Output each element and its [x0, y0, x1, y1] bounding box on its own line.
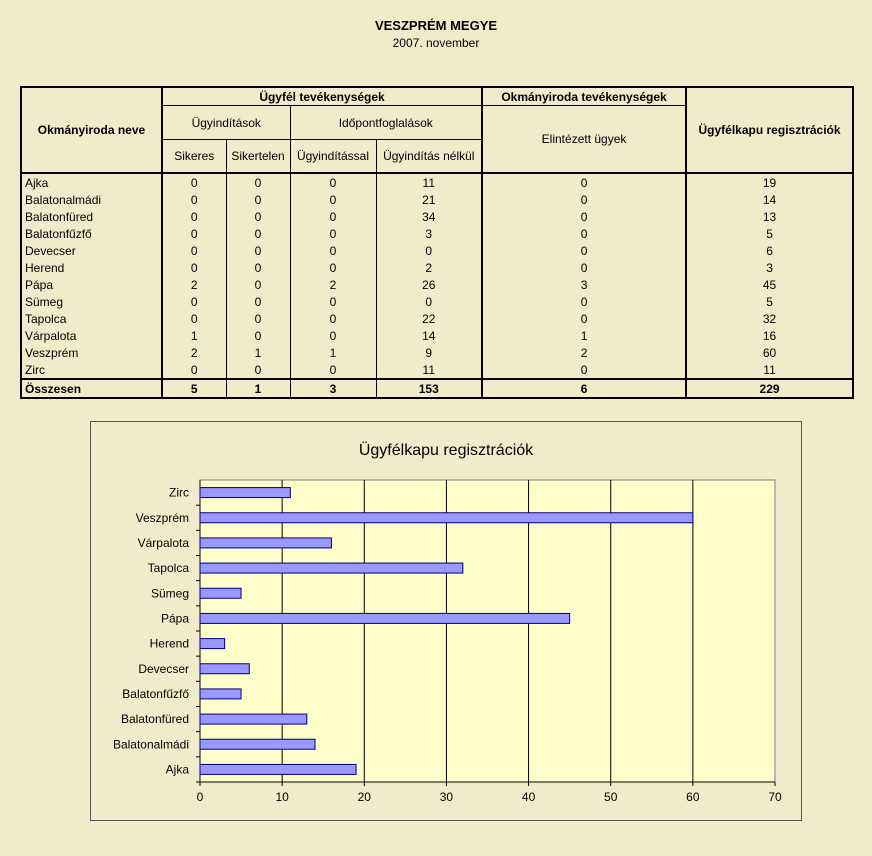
y-tick-label: Balatonfűzfő — [122, 686, 189, 701]
cell-completed: 0 — [482, 208, 686, 225]
cell-completed: 0 — [482, 173, 686, 191]
cell-success: 0 — [162, 293, 226, 310]
cell-fail: 0 — [226, 310, 290, 327]
y-tick-label: Zirc — [169, 485, 189, 500]
cell-with-initiation: 0 — [290, 173, 376, 191]
cell-registrations: 5 — [686, 293, 853, 310]
cell-without-initiation: 11 — [376, 173, 482, 191]
cell-with-initiation: 0 — [290, 310, 376, 327]
bar — [200, 613, 570, 623]
cell-without-initiation: 3 — [376, 225, 482, 242]
bar — [200, 689, 241, 699]
cell-success: 0 — [162, 225, 226, 242]
cell-with-initiation: 1 — [290, 344, 376, 361]
cell-office-name: Tapolca — [21, 310, 162, 327]
cell-completed: 2 — [482, 344, 686, 361]
cell-without-initiation: 9 — [376, 344, 482, 361]
cell-success: 1 — [162, 327, 226, 344]
table-row — [21, 327, 853, 344]
header-without-initiation: Ügyindítás nélkül — [376, 140, 482, 174]
cell-with-initiation: 0 — [290, 361, 376, 379]
cell-success: 0 — [162, 310, 226, 327]
cell-office-name: Sümeg — [21, 293, 162, 310]
cell-fail: 0 — [226, 242, 290, 259]
bar — [200, 714, 307, 724]
header-initiations: Ügyindítások — [162, 106, 290, 140]
cell-fail: 0 — [226, 361, 290, 379]
table-row — [21, 208, 853, 225]
cell-completed: 0 — [482, 259, 686, 276]
cell-completed: 1 — [482, 327, 686, 344]
cell-registrations: 6 — [686, 242, 853, 259]
cell-success: 0 — [162, 173, 226, 191]
cell-office-name: Összesen — [21, 379, 162, 398]
y-tick-label: Veszprém — [135, 510, 189, 525]
cell-registrations: 13 — [686, 208, 853, 225]
cell-without-initiation: 34 — [376, 208, 482, 225]
table-row — [21, 276, 853, 293]
cell-fail: 1 — [226, 379, 290, 398]
y-tick-label: Balatonalmádi — [112, 737, 189, 752]
bar — [200, 639, 225, 649]
cell-completed: 3 — [482, 276, 686, 293]
x-tick-label: 50 — [604, 790, 618, 804]
cell-without-initiation: 21 — [376, 191, 482, 208]
cell-office-name: Devecser — [21, 242, 162, 259]
x-tick-label: 40 — [521, 790, 536, 804]
x-tick-label: 10 — [275, 790, 289, 804]
cell-completed: 0 — [482, 293, 686, 310]
plot-area — [200, 480, 775, 782]
header-client-activities: Ügyfél tevékenységek — [162, 87, 482, 106]
table-row — [21, 293, 853, 310]
cell-without-initiation: 153 — [376, 379, 482, 398]
cell-success: 0 — [162, 259, 226, 276]
bar — [200, 563, 463, 573]
header-completed: Elintézett ügyek — [482, 106, 686, 174]
cell-registrations: 60 — [686, 344, 853, 361]
x-tick-label: 30 — [439, 790, 454, 804]
cell-with-initiation: 2 — [290, 276, 376, 293]
bar — [200, 588, 241, 598]
header-registrations: Ügyfélkapu regisztrációk — [686, 87, 853, 173]
cell-success: 5 — [162, 379, 226, 398]
cell-success: 2 — [162, 276, 226, 293]
cell-fail: 0 — [226, 208, 290, 225]
header-office-activities: Okmányiroda tevékenységek — [482, 87, 686, 106]
bar-chart — [91, 422, 801, 820]
y-tick-label: Herend — [149, 636, 189, 651]
y-tick-label: Pápa — [160, 611, 189, 626]
y-tick-label: Balatonfüred — [120, 712, 189, 727]
cell-office-name: Balatonfűzfő — [21, 225, 162, 242]
x-tick-label: 70 — [768, 790, 782, 804]
cell-success: 0 — [162, 242, 226, 259]
cell-completed: 0 — [482, 225, 686, 242]
bar — [200, 538, 331, 548]
table-row — [21, 310, 853, 327]
cell-without-initiation: 2 — [376, 259, 482, 276]
cell-without-initiation: 14 — [376, 327, 482, 344]
table-row — [21, 259, 853, 276]
cell-registrations: 229 — [686, 379, 853, 398]
bar — [200, 664, 249, 674]
y-tick-label: Várpalota — [137, 535, 189, 550]
cell-completed: 0 — [482, 361, 686, 379]
cell-with-initiation: 0 — [290, 293, 376, 310]
cell-without-initiation: 26 — [376, 276, 482, 293]
chart-panel — [90, 421, 802, 821]
bar — [200, 764, 356, 774]
cell-office-name: Veszprém — [21, 344, 162, 361]
table-row — [21, 191, 853, 208]
cell-with-initiation: 0 — [290, 327, 376, 344]
page-subtitle: 2007. november — [392, 36, 480, 50]
cell-registrations: 16 — [686, 327, 853, 344]
cell-registrations: 14 — [686, 191, 853, 208]
cell-success: 2 — [162, 344, 226, 361]
cell-office-name: Herend — [21, 259, 162, 276]
cell-fail: 0 — [226, 293, 290, 310]
bar — [200, 488, 290, 498]
page-title: VESZPRÉM MEGYE — [374, 18, 498, 33]
cell-fail: 0 — [226, 327, 290, 344]
cell-registrations: 32 — [686, 310, 853, 327]
cell-without-initiation: 11 — [376, 361, 482, 379]
header-success: Sikeres — [162, 140, 226, 174]
statistics-table — [20, 86, 854, 399]
cell-fail: 0 — [226, 225, 290, 242]
x-tick-label: 60 — [686, 790, 700, 804]
bar — [200, 513, 693, 523]
cell-without-initiation: 0 — [376, 242, 482, 259]
cell-registrations: 19 — [686, 173, 853, 191]
cell-office-name: Pápa — [21, 276, 162, 293]
cell-fail: 0 — [226, 191, 290, 208]
header-office-name: Okmányiroda neve — [21, 87, 162, 173]
cell-fail: 0 — [226, 276, 290, 293]
cell-completed: 0 — [482, 191, 686, 208]
y-tick-label: Tapolca — [147, 561, 189, 576]
table-row — [21, 173, 853, 191]
cell-office-name: Ajka — [21, 173, 162, 191]
y-tick-label: Devecser — [138, 661, 189, 676]
cell-success: 0 — [162, 361, 226, 379]
table-row — [21, 225, 853, 242]
table-total-row — [21, 379, 853, 398]
cell-registrations: 45 — [686, 276, 853, 293]
cell-office-name: Balatonalmádi — [21, 191, 162, 208]
x-tick-label: 0 — [196, 790, 204, 804]
cell-with-initiation: 3 — [290, 379, 376, 398]
cell-with-initiation: 0 — [290, 259, 376, 276]
y-tick-label: Ajka — [165, 762, 189, 777]
table-row — [21, 361, 853, 379]
cell-registrations: 5 — [686, 225, 853, 242]
chart-title: Ügyfélkapu regisztrációk — [358, 442, 534, 459]
cell-with-initiation: 0 — [290, 225, 376, 242]
cell-with-initiation: 0 — [290, 242, 376, 259]
table-row — [21, 344, 853, 361]
cell-fail: 0 — [226, 173, 290, 191]
bar — [200, 739, 315, 749]
y-tick-label: Sümeg — [150, 586, 189, 601]
cell-completed: 0 — [482, 242, 686, 259]
x-tick-label: 20 — [357, 790, 371, 804]
cell-without-initiation: 22 — [376, 310, 482, 327]
cell-registrations: 11 — [686, 361, 853, 379]
table-row — [21, 242, 853, 259]
cell-completed: 0 — [482, 310, 686, 327]
cell-success: 0 — [162, 191, 226, 208]
cell-fail: 1 — [226, 344, 290, 361]
header-fail: Sikertelen — [226, 140, 290, 174]
cell-office-name: Zirc — [21, 361, 162, 379]
cell-completed: 6 — [482, 379, 686, 398]
cell-office-name: Várpalota — [21, 327, 162, 344]
cell-with-initiation: 0 — [290, 191, 376, 208]
header-appointments: Időpontfoglalások — [290, 106, 482, 140]
cell-fail: 0 — [226, 259, 290, 276]
cell-success: 0 — [162, 208, 226, 225]
cell-office-name: Balatonfüred — [21, 208, 162, 225]
header-with-initiation: Ügyindítással — [290, 140, 376, 174]
cell-without-initiation: 0 — [376, 293, 482, 310]
cell-registrations: 3 — [686, 259, 853, 276]
cell-with-initiation: 0 — [290, 208, 376, 225]
